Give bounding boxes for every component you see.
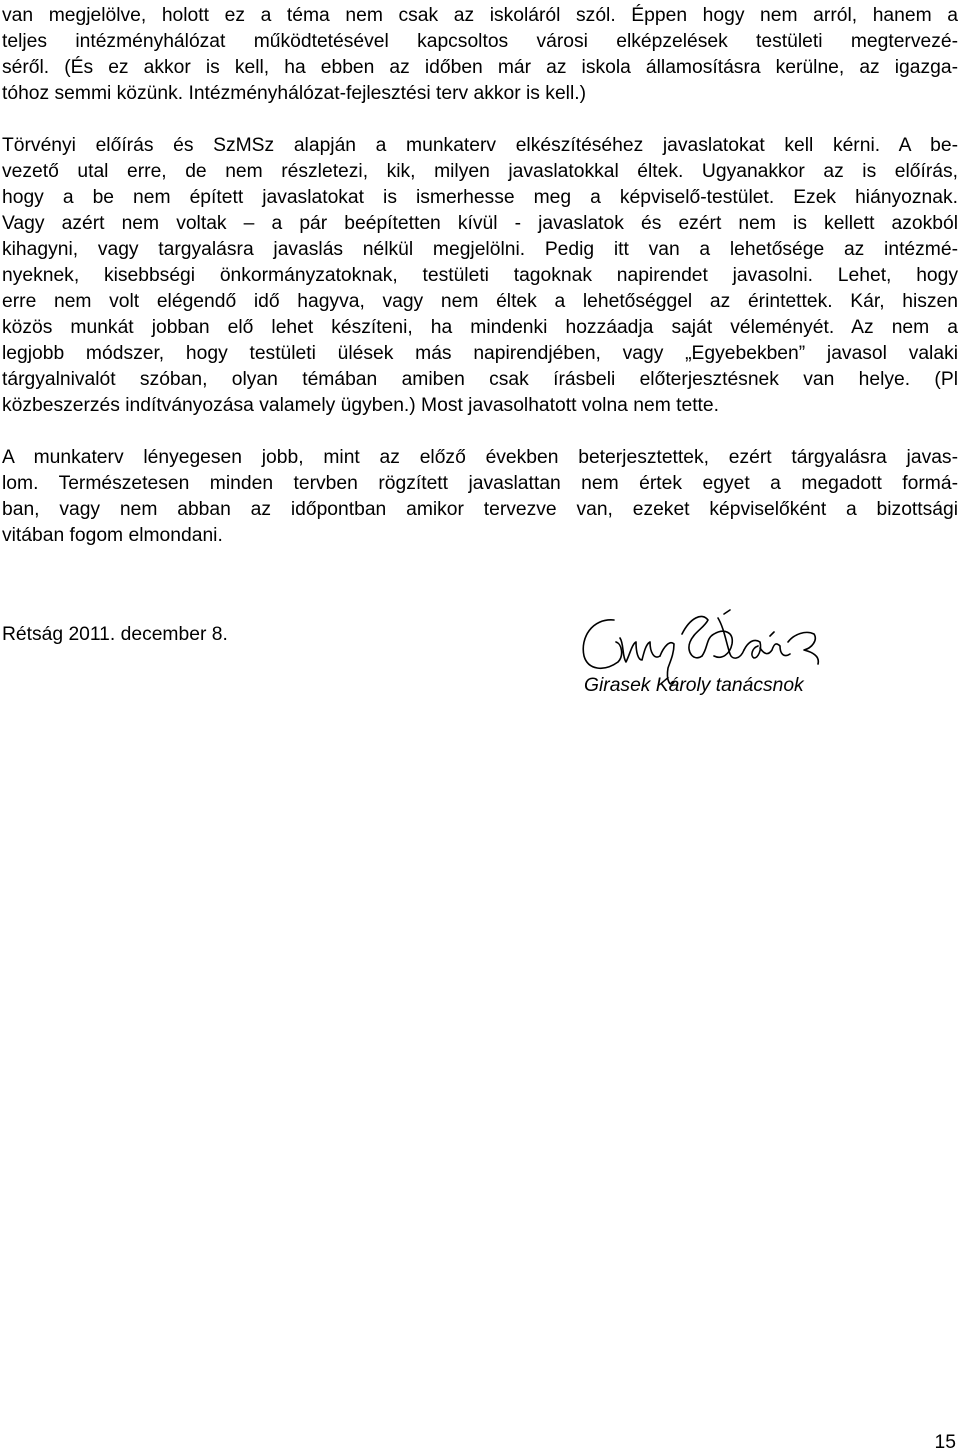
text-line: erre nem volt elégendő idő hagyva, vagy nem éltek a lehetőséggel az érintettek. Kár, hiszen [2, 291, 958, 312]
text-line: közös munkát jobban elő lehet készíteni, ha mindenki hozzáadja saját véleményét. Az nem a [2, 317, 958, 338]
text-line: hogy a be nem épített javaslatokat is ismerhesse meg a képviselő-testület. Ezek hiányoznak. [2, 187, 958, 208]
text-line: van megjelölve, holott ez a téma nem csak az iskoláról szól. Éppen hogy nem arról, hanem a [2, 5, 958, 26]
text-line: teljes intézményhálózat működtetésével kapcsoltos városi elképzelések testületi megtervezé- [2, 31, 958, 52]
text-line: vitában fogom elmondani. [2, 525, 223, 546]
text-line: nyeknek, kisebbségi önkormányzatoknak, testületi tagoknak napirendet javasolni. Lehet, hogy [2, 265, 958, 286]
place-date: Rétság 2011. december 8. [2, 624, 228, 645]
text-line: séről. (És ez akkor is kell, ha ebben az időben már az iskola államosításra kerülne, az igazga- [2, 57, 958, 78]
signature-block [570, 598, 870, 708]
text-line: A munkaterv lényegesen jobb, mint az előző években beterjesztettek, ezért tárgyalásra javas- [2, 447, 958, 468]
signer-name: Girasek Károly tanácsnok [584, 675, 804, 696]
text-line: kihagyni, vagy targyalásra javaslás nélkül megjelölni. Pedig itt van a lehetősége az intézmé- [2, 239, 958, 260]
text-line: Vagy azért nem voltak – a pár beépítetten kívül - javaslatok és ezért nem is kellett azokból [2, 213, 958, 234]
text-line: tárgyalnivalót szóban, olyan témában amiben csak írásbeli előterjesztésnek van helye. (Pl [2, 369, 958, 390]
text-line: Törvényi előírás és SzMSz alapján a munkaterv elkészítéséhez javaslatokat kell kérni. A be- [2, 135, 958, 156]
text-line: közbeszerzés indítványozása valamely ügyben.) Most javasolhatott volna nem tette. [2, 395, 719, 416]
text-line: ban, vagy nem abban az időpontban amikor tervezve van, ezeket képviselőként a bizottsági [2, 499, 958, 520]
page-number: 15 [934, 1432, 956, 1453]
text-line: legjobb módszer, hogy testületi ülések más napirendjében, vagy „Egyebekben” javasol valaki [2, 343, 958, 364]
text-line: lom. Természetesen minden tervben rögzített javaslattan nem értek egyet a megadott formá- [2, 473, 958, 494]
text-line: vezető utal erre, de nem részletezi, kik, milyen javaslatokkal éltek. Ugyanakkor az is előírás, [2, 161, 958, 182]
text-line: tóhoz semmi közünk. Intézményhálózat-fejlesztési terv akkor is kell.) [2, 83, 587, 104]
